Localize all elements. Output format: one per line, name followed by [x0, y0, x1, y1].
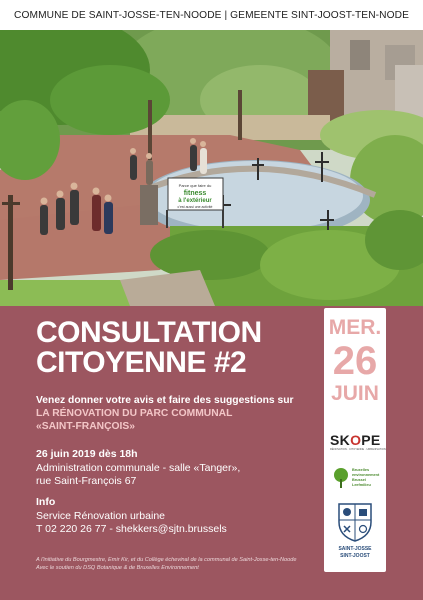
skope-subtitle: RÉNOVATION · CITOYENNE · URBANISATION [330, 448, 386, 451]
commune-name-nl: SINT-JOOST [340, 552, 370, 559]
intro-line-2: LA RÉNOVATION DU PARC COMMUNAL [36, 408, 233, 419]
footnote [36, 556, 326, 572]
event-date: 26 juin 2019 dès 18h [36, 448, 138, 460]
sign-line-4: c'est aussi une activité [177, 205, 213, 209]
skope-name-o: O [350, 432, 362, 448]
sign-line-2: fitness [183, 190, 207, 197]
event-place-2: rue Saint-François 67 [36, 475, 137, 487]
date-card [324, 308, 386, 572]
info-contact: T 02 220 26 77 - shekkers@sjtn.brussels [36, 523, 227, 535]
tree-icon [332, 467, 350, 489]
skope-name-a: SK [330, 432, 351, 448]
date-day: 26 [332, 339, 378, 383]
sign-line-1: Parce que faire du [178, 183, 212, 188]
commune-crest-icon [336, 500, 374, 542]
bruxelles-environnement-logo [332, 467, 380, 491]
footnote-line-2: Avec le soutien du DSQ Botanique & de Bruxelles Environnement [36, 565, 199, 571]
commune-header: COMMUNE DE SAINT-JOSSE-TEN-NOODE | GEMEENTE SINT-JOOST-TEN-NODE [14, 9, 409, 21]
skope-logo [330, 432, 386, 452]
contact-info [36, 496, 227, 537]
title-line-2: CITOYENNE #2 [36, 346, 247, 379]
commune-name-fr: SAINT-JOSSE [338, 546, 372, 552]
sign-line-3: à l'extérieur [178, 198, 212, 204]
date-block [324, 316, 386, 406]
info-service: Service Rénovation urbaine [36, 509, 165, 522]
event-details [36, 448, 240, 489]
bruxelles-environnement-text: Bruxelles environnement Brussel Leefmilieu [352, 468, 380, 487]
date-month: JUIN [331, 382, 379, 405]
park-photo [0, 30, 423, 306]
title-line-1: CONSULTATION [36, 316, 262, 349]
intro-text [36, 394, 316, 433]
commune-logo-text [324, 546, 386, 559]
intro-line-1: Venez donner votre avis et faire des suggestions sur [36, 395, 294, 406]
page-title [36, 318, 262, 378]
event-place-1: Administration communale - salle «Tanger», [36, 461, 241, 474]
skope-name-b: PE [361, 432, 381, 448]
footnote-line-1: A l'initiative du Bourgmestre, Emir Kir, et du Collège échevinal de la communal de Saint-Josse-ten-Noode [36, 557, 297, 563]
info-heading: Info [36, 496, 56, 508]
intro-line-3: «SAINT-FRANÇOIS» [36, 421, 135, 432]
date-weekday: MER. [328, 316, 382, 339]
